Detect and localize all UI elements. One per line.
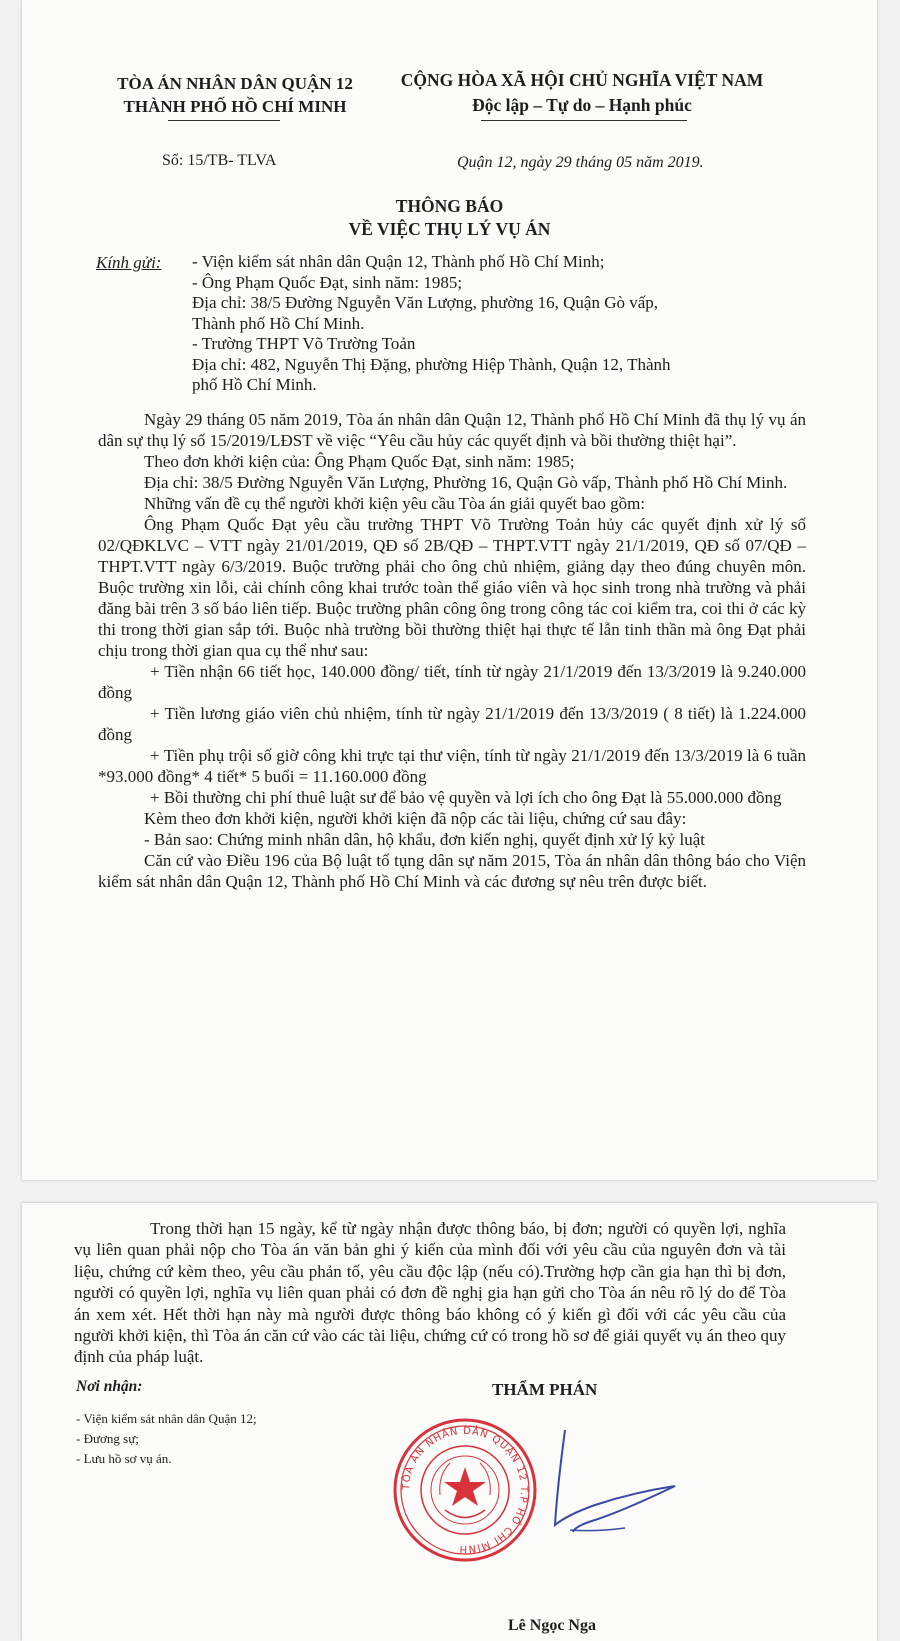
distribution-item: - Đương sự; <box>76 1431 139 1446</box>
seal-text: TÒA ÁN NHÂN DÂN QUẬN 12 T.P HỒ CHÍ MINH <box>400 1425 530 1555</box>
claim-item: + Bồi thường chi phí thuê luật sư để bảo vệ quyền và lợi ích cho ông Đạt là 55.000.000 đồng <box>150 788 782 807</box>
paragraph: Địa chỉ: 38/5 Đường Nguyễn Văn Lượng, Phường 16, Quận Gò vấp, Thành phố Hồ Chí Minh. <box>144 473 788 492</box>
paragraph: Theo đơn khởi kiện của: Ông Phạm Quốc Đạt, sinh năm: 1985; <box>144 452 575 471</box>
claim-item: + Tiền nhận 66 tiết học, 140.000 đồng/ tiết, tính từ ngày 21/1/2019 đến 13/3/2019 là 9.240.000 đồng <box>98 662 806 702</box>
motto: Độc lập – Tự do – Hạnh phúc <box>472 95 692 115</box>
court-name-line2: THÀNH PHỐ HỒ CHÍ MINH <box>123 97 347 116</box>
reference-number: Số: 15/TB- TLVA <box>162 152 277 169</box>
paragraph: Ngày 29 tháng 05 năm 2019, Tòa án nhân dân Quận 12, Thành phố Hồ Chí Minh đã thụ lý vụ án dân sự thụ lý số 15/2019/LĐST về việc “Yêu cầu hủy các quyết định và bồi thường thiệt hại”. <box>98 410 806 450</box>
judge-title: THẨM PHÁN <box>492 1380 598 1399</box>
paragraph: Trong thời hạn 15 ngày, kể từ ngày nhận được thông báo, bị đơn; người có quyền lợi, nghĩa vụ liên quan phải nộp cho Tòa án văn bản ghi ý kiến của mình đối với yêu cầu của nguyên đơn và tài liệu, chứng cứ kèm theo, yêu cầu phản tố, yêu cầu độc lập (nếu có).Trường hợp cần gia hạn thì bị đơn, người có quyền lợi, nghĩa vụ liên quan phải có đơn đề nghị gia hạn gửi cho Tòa án nêu rõ lý do để Tòa án xem xét. Hết thời hạn này mà người được thông báo không có ý kiến gì đối với các yêu cầu của người khởi kiện, thì Tòa án căn cứ vào các tài liệu, chứng cứ có trong hồ sơ để giải quyết vụ án theo quy định của pháp luật. <box>74 1219 786 1367</box>
judge-signature <box>475 1420 735 1610</box>
recipients-label: Kính gửi: <box>96 253 162 272</box>
document-subtitle: VỀ VIỆC THỤ LÝ VỤ ÁN <box>348 219 551 239</box>
claim-item: + Tiền lương giáo viên chủ nhiệm, tính từ ngày 21/1/2019 đến 13/3/2019 ( 8 tiết) là 1.224.000 đồng <box>98 704 806 744</box>
paragraph: Căn cứ vào Điều 196 của Bộ luật tố tụng dân sự năm 2015, Tòa án nhân dân thông báo cho Viện kiểm sát nhân dân Quận 12, Thành phố Hồ Chí Minh và các đương sự nêu trên được biết. <box>98 851 806 891</box>
recipient-line: - Viện kiểm sát nhân dân Quận 12, Thành phố Hồ Chí Minh; <box>192 252 605 271</box>
paragraph: - Bản sao: Chứng minh nhân dân, hộ khẩu, đơn kiến nghị, quyết định xử lý kỷ luật <box>144 830 705 849</box>
distribution-item: - Lưu hồ sơ vụ án. <box>76 1451 172 1466</box>
distribution-label: Nơi nhận: <box>76 1378 143 1395</box>
recipient-line: Địa chỉ: 38/5 Đường Nguyễn Văn Lượng, phường 16, Quận Gò vấp, <box>192 293 659 312</box>
nation-name: CỘNG HÒA XÃ HỘI CHỦ NGHĨA VIỆT NAM <box>400 70 764 90</box>
recipient-line: - Ông Phạm Quốc Đạt, sinh năm: 1985; <box>192 272 463 292</box>
distribution-item: - Viện kiểm sát nhân dân Quận 12; <box>76 1411 257 1426</box>
recipient-line: Địa chỉ: 482, Nguyễn Thị Đặng, phường Hiệp Thành, Quận 12, Thành <box>192 354 671 374</box>
judge-name: Lê Ngọc Nga <box>508 1617 596 1634</box>
paragraph: Ông Phạm Quốc Đạt yêu cầu trường THPT Võ Trường Toản hủy các quyết định xử lý số 02/QĐKLVC – VTT ngày 21/01/2019, QĐ số 2B/QĐ – THPT.VTT ngày 21/1/2019, QĐ số 07/QĐ – THPT.VTT ngày 6/3/2019. Buộc trường phải cho ông chủ nhiệm, giảng dạy theo đúng chuyên môn. Buộc trường xin lỗi, cải chính công khai trước toàn thể giáo viên và học sinh trong nhà trường và phải đăng bài trên 3 số báo liên tiếp. Buộc trường phân công ông trong công tác coi kiểm tra, coi thi ở các kỳ thi trong thời gian sắp tới. Buộc nhà trường bồi thường thiệt hại thực tế lẫn tinh thần mà ông Đạt phải chịu trong thời gian qua cụ thể như sau: <box>98 515 806 660</box>
recipient-line: - Trường THPT Võ Trường Toản <box>192 334 416 353</box>
paragraph: Kèm theo đơn khởi kiện, người khởi kiện đã nộp các tài liệu, chứng cứ sau đây: <box>144 809 687 828</box>
recipients-list <box>192 252 792 396</box>
document-title: THÔNG BÁO <box>395 196 504 216</box>
response-deadline-paragraph <box>74 1218 786 1368</box>
distribution-list <box>76 1409 257 1469</box>
court-name-line1: TÒA ÁN NHÂN DÂN QUẬN 12 <box>117 74 353 93</box>
document-page-1 <box>22 0 877 1180</box>
court-name <box>100 72 370 118</box>
court-underline <box>168 120 280 121</box>
national-motto <box>372 68 792 117</box>
recipient-line: Thành phố Hồ Chí Minh. <box>192 313 365 333</box>
motto-underline <box>481 120 687 121</box>
paragraph: Những vấn đề cụ thể người khởi kiện yêu cầu Tòa án giải quyết bao gồm: <box>144 494 646 513</box>
claim-item: + Tiền phụ trội số giờ công khi trực tại thư viện, tính từ ngày 21/1/2019 đến 13/3/2019 là 6 tuần *93.000 đồng* 4 tiết* 5 buổi = 11.160.000 đồng <box>98 746 806 786</box>
recipient-line: phố Hồ Chí Minh. <box>192 375 317 394</box>
place-date: Quận 12, ngày 29 tháng 05 năm 2019. <box>457 154 704 171</box>
notice-body <box>98 409 806 892</box>
